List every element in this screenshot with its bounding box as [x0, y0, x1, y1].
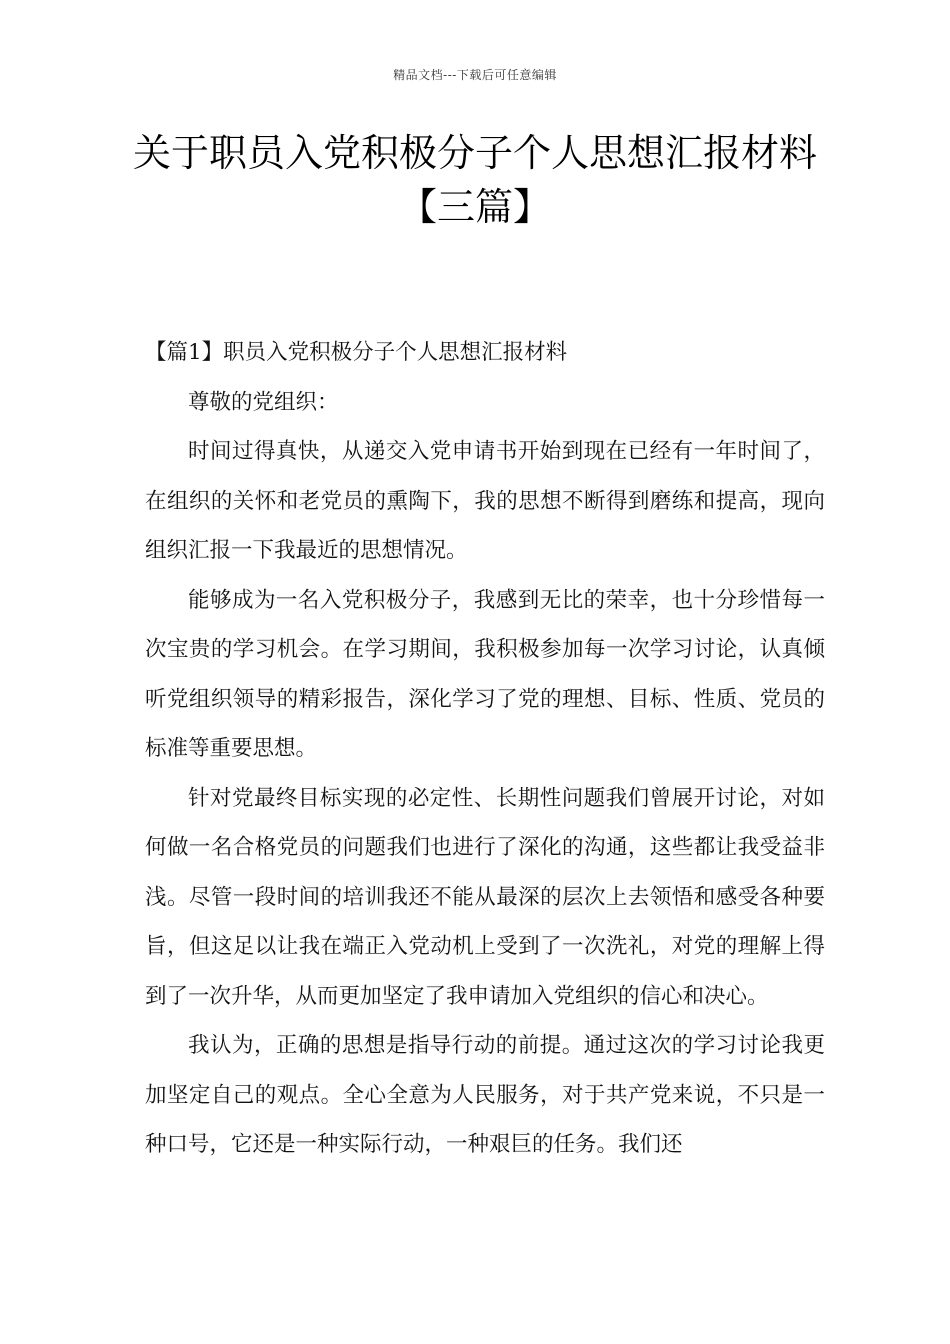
paragraph: 时间过得真快，从递交入党申请书开始到现在已经有一年时间了，在组织的关怀和老党员的熏陶下，我的思想不断得到磨练和提高，现向组织汇报一下我最近的思想情况。: [145, 439, 825, 563]
header-note: 精品文档---下载后可任意编辑: [393, 68, 557, 82]
document-body: [145, 328, 825, 1170]
salutation: 尊敬的党组织：: [188, 389, 339, 415]
paragraph: 针对党最终目标实现的必定性、长期性问题我们曾展开讨论，对如何做一名合格党员的问题我们也进行了深化的沟通，这些都让我受益非浅。尽管一段时间的培训我还不能从最深的层次上去领悟和感受各种要旨，但这足以让我在端正入党动机上受到了一次洗礼，对党的理解上得到了一次升华，从而更加坚定了我申请加入党组织的信心和决心。: [145, 785, 825, 1009]
paragraph: 能够成为一名入党积极分子，我感到无比的荣幸，也十分珍惜每一次宝贵的学习机会。在学习期间，我积极参加每一次学习讨论，认真倾听党组织领导的精彩报告，深化学习了党的理想、目标、性质、党员的标准等重要思想。: [145, 587, 825, 761]
section-heading: 【篇1】职员入党积极分子个人思想汇报材料: [145, 340, 568, 365]
paragraph: 我认为，正确的思想是指导行动的前提。通过这次的学习讨论我更加坚定自己的观点。全心全意为人民服务，对于共产党来说，不只是一种口号，它还是一种实际行动，一种艰巨的任务。我们还: [145, 1033, 825, 1157]
document-title: 关于职员入党积极分子个人思想汇报材料【三篇】: [132, 131, 817, 229]
